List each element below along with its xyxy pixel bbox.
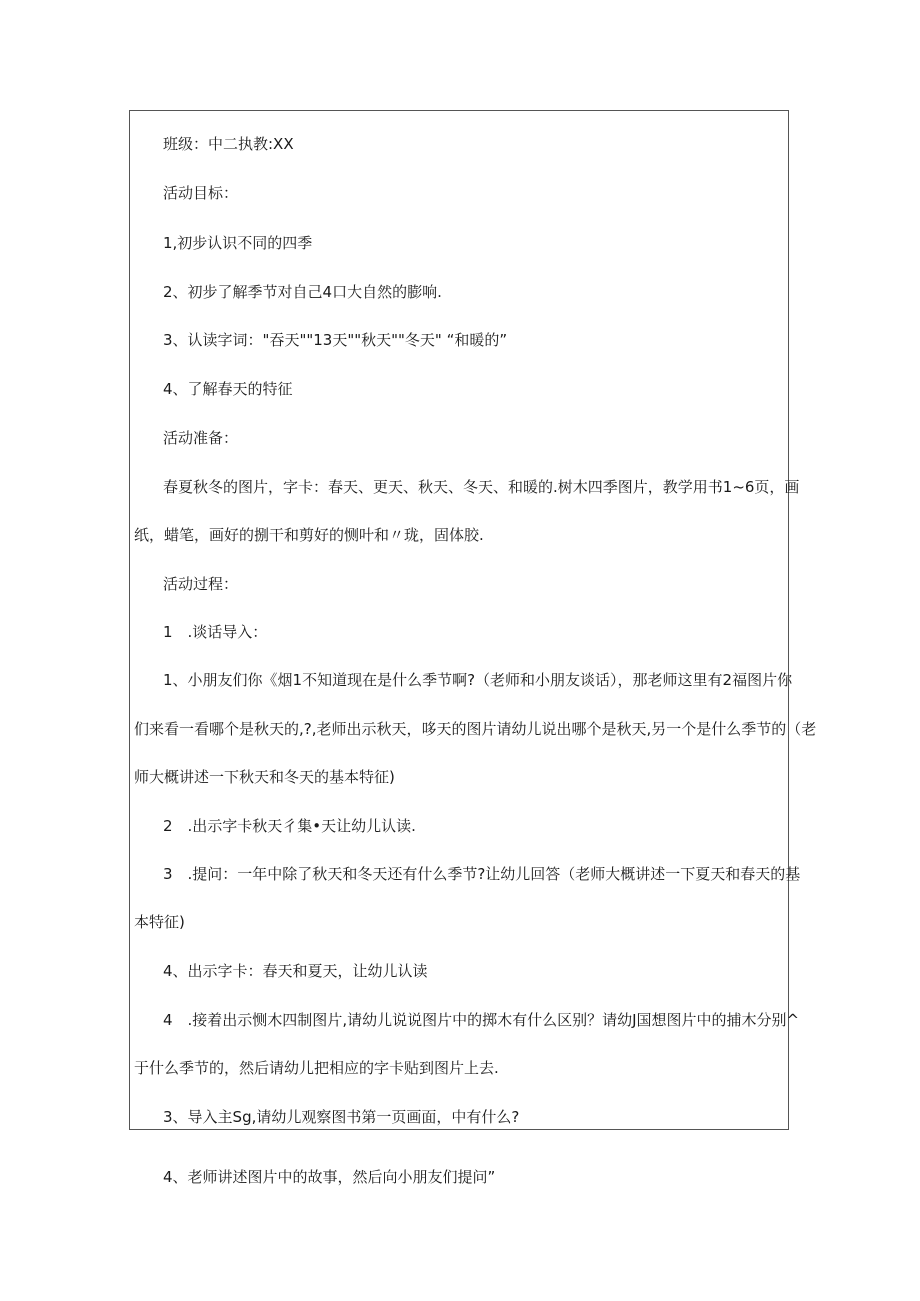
- activity-goals-heading: 活动目标：: [163, 184, 239, 202]
- activity-process-heading: 活动过程：: [163, 575, 239, 593]
- activity-preparation-heading: 活动准备：: [163, 429, 239, 447]
- goal-item: 4、了解春天的特征: [163, 380, 293, 398]
- process-step-continued: 本特征): [134, 913, 185, 931]
- process-step: 3 .提问：一年中除了秋天和冬天还有什么季节?让幼儿回答（老师大概讲述一下夏天和春天的基: [163, 865, 801, 883]
- process-step: 4、出示字卡：春天和夏天，让幼儿认读: [163, 962, 428, 980]
- process-step: 4 .接着出示恻木四制图片,请幼儿说说图片中的掷木有什么区别？请幼J国想图片中的捕木分别^: [163, 1011, 800, 1029]
- preparation-text-continued: 纸，蜡笔，画好的捌干和剪好的恻叶和〃珑，固体胶.: [134, 526, 484, 544]
- preparation-text: 春夏秋冬的图片，字卡：春天、更天、秋天、冬天、和暖的.树木四季图片，教学用书1~6页，画: [163, 478, 800, 496]
- process-step-continued: 们来看一看哪个是秋天的,?,老师出示秋天，哆天的图片请幼儿说出哪个是秋天,另一个是什么季节的（老: [134, 720, 817, 738]
- process-step-continued: 师大概讲述一下秋天和冬天的基本特征): [134, 768, 395, 786]
- goal-item: 1,初步认识不同的四季: [163, 234, 313, 252]
- process-step: 3、导入主Sg,请幼儿观察图书第一页画面，中有什么?: [163, 1108, 520, 1126]
- class-info-line: 班级：中二执教:XX: [163, 135, 294, 153]
- process-step: 2 .出示字卡秋天彳集•天让幼儿认读.: [163, 817, 416, 835]
- process-step: 1、小朋友们你《烟1不知道现在是什么季节啊?（老师和小朋友谈话），那老师这里有2福图片你: [163, 671, 793, 689]
- goal-item: 2、初步了解季节对自己4口大自然的膨响.: [163, 283, 442, 301]
- process-step: 4、老师讲述图片中的故事，然后向小朋友们提问”: [163, 1168, 496, 1186]
- process-step: 1 .谈话导入：: [163, 623, 268, 641]
- goal-item: 3、认读字词："吞天""13天""秋天""冬天" “和暖的”: [163, 331, 508, 349]
- process-step-continued: 于什么季节的，然后请幼儿把相应的字卡贴到图片上去.: [134, 1059, 499, 1077]
